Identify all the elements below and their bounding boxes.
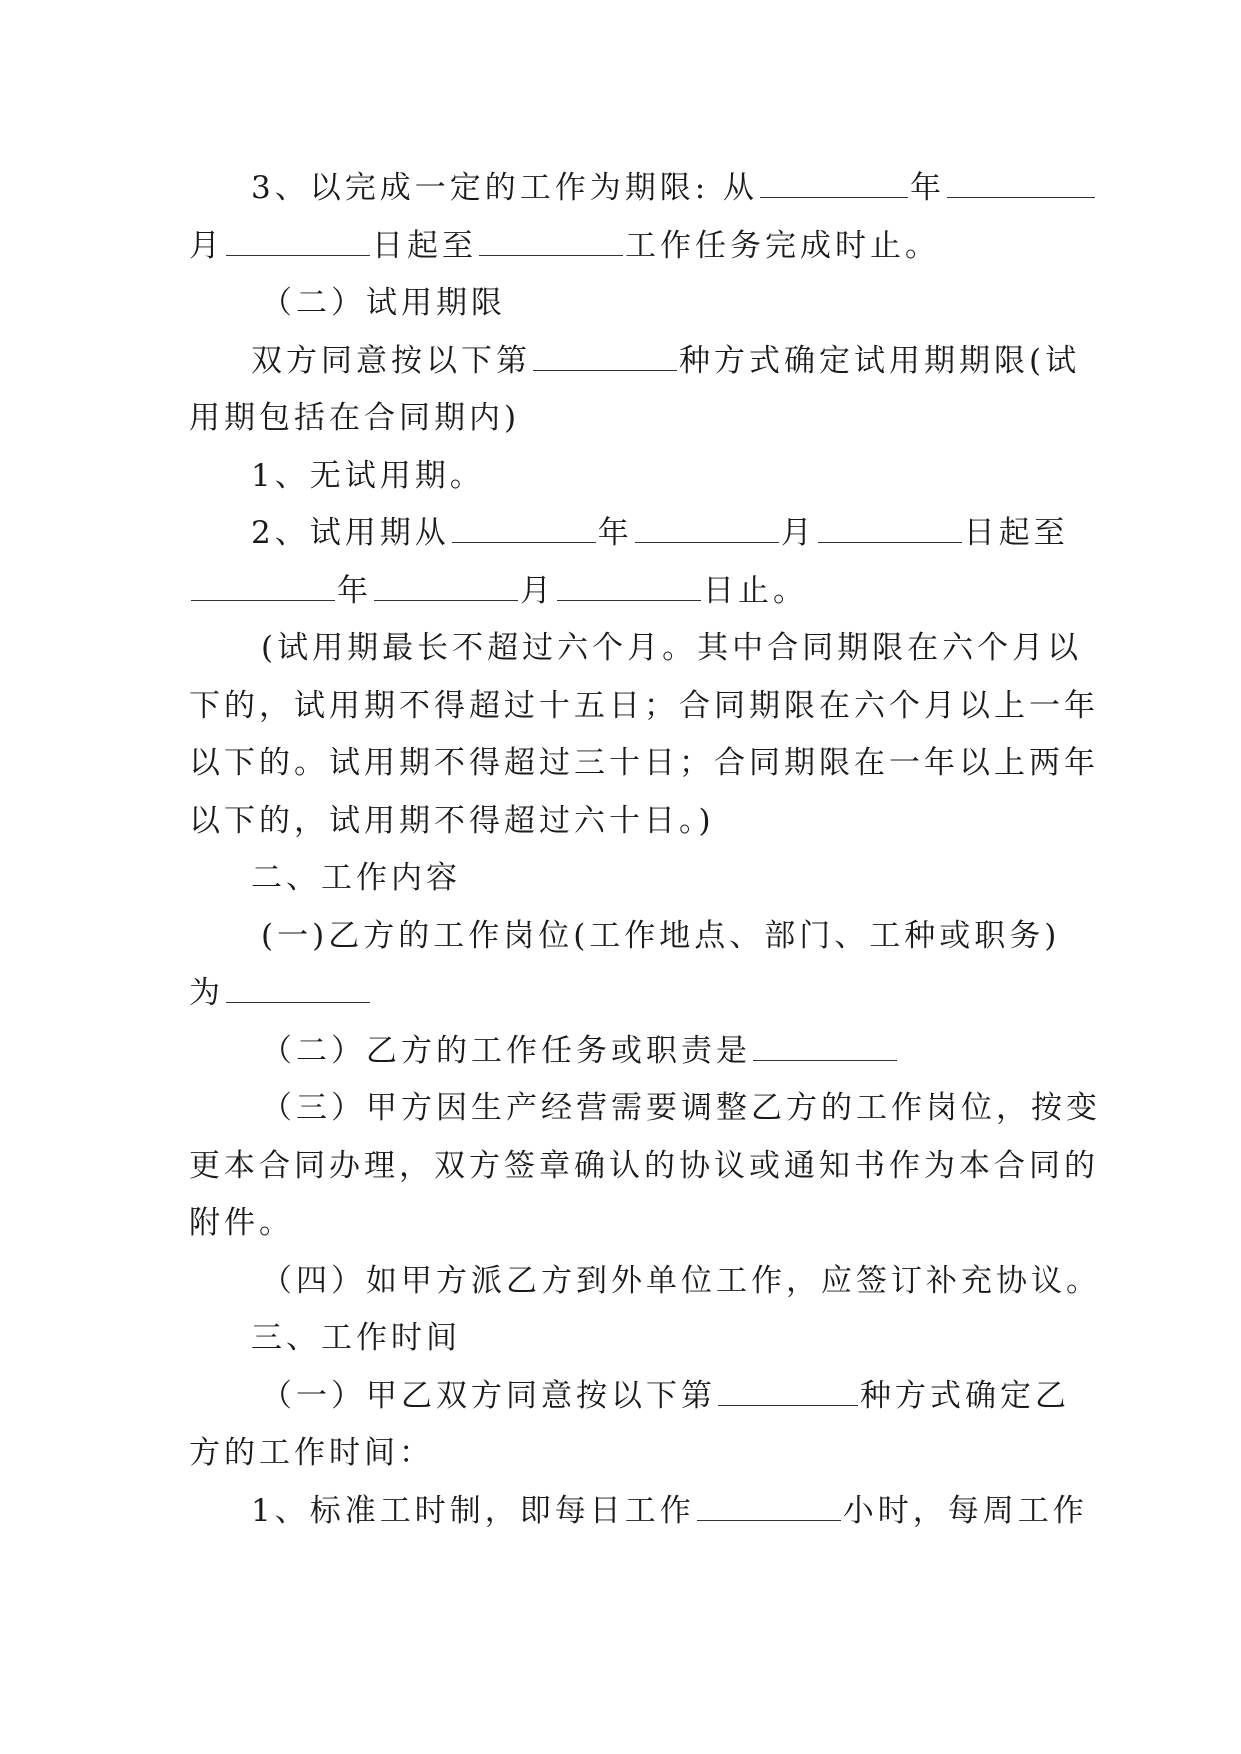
blank-field[interactable] xyxy=(226,972,370,1003)
paragraph-line xyxy=(189,333,1081,391)
text: （一）甲乙双方同意按以下第 xyxy=(261,1377,716,1414)
paragraph-line xyxy=(189,563,1055,621)
section-heading-work-time: 三、工作时间 xyxy=(251,1320,461,1356)
text: 年 xyxy=(910,170,946,206)
text: 3、以完成一定的工作为期限: 从 xyxy=(251,170,759,206)
section-heading-work-content: 二、工作内容 xyxy=(251,860,461,896)
blank-field[interactable] xyxy=(226,225,370,256)
text: 年 xyxy=(337,572,372,609)
paragraph-line xyxy=(189,1368,1070,1426)
blank-field[interactable] xyxy=(533,340,677,371)
blank-field[interactable] xyxy=(697,1490,841,1521)
blank-field[interactable] xyxy=(557,570,701,601)
paragraph-line: 以下的，试用期不得超过六十日。) xyxy=(189,802,715,839)
text: 月 xyxy=(780,515,816,551)
blank-field[interactable] xyxy=(718,1375,858,1406)
paragraph-line xyxy=(189,1483,1088,1541)
paragraph-line xyxy=(189,505,1069,563)
text: 年 xyxy=(597,515,633,551)
document-page xyxy=(189,160,1101,1540)
paragraph-line: 用期包括在合同期内) xyxy=(189,400,521,436)
clause-term-task-line xyxy=(189,160,1055,218)
text: 2、试用期从 xyxy=(251,515,450,551)
paragraph-line: 附件。 xyxy=(189,1205,294,1241)
paragraph-line: （三）甲方因生产经营需要调整乙方的工作岗位，按变 xyxy=(261,1090,1101,1126)
text: 月 xyxy=(520,572,555,609)
paragraph-line: 更本合同办理，双方签章确认的协议或通知书作为本合同的 xyxy=(189,1147,1099,1184)
text: 日起至 xyxy=(963,515,1069,551)
blank-field[interactable] xyxy=(635,512,779,543)
text: 工作任务完成时止。 xyxy=(625,227,940,264)
paragraph-line xyxy=(189,965,1055,1023)
blank-field[interactable] xyxy=(479,225,623,256)
blank-field[interactable] xyxy=(818,512,962,543)
text: 1、标准工时制，即每日工作 xyxy=(251,1492,695,1529)
text: 种方式确定乙 xyxy=(860,1377,1070,1414)
paragraph-line xyxy=(189,1023,1055,1081)
text: （二）乙方的工作任务或职责是 xyxy=(261,1032,751,1069)
text: 日止。 xyxy=(703,572,808,609)
paragraph-line: 以下的。试用期不得超过三十日；合同期限在一年以上两年 xyxy=(189,745,1099,781)
blank-field[interactable] xyxy=(191,570,335,601)
text: 双方同意按以下第 xyxy=(251,342,531,379)
text: 种方式确定试用期期限(试 xyxy=(679,342,1081,379)
text: 小时，每周工作 xyxy=(842,1492,1088,1529)
paragraph-line: 方的工作时间： xyxy=(189,1435,434,1471)
text: 为 xyxy=(189,975,224,1011)
paragraph-line: 下的，试用期不得超过十五日；合同期限在六个月以上一年 xyxy=(189,687,1099,724)
blank-field[interactable] xyxy=(452,512,596,543)
blank-field[interactable] xyxy=(374,570,518,601)
paragraph-line: (试用期最长不超过六个月。其中合同期限在六个月以 xyxy=(261,630,1083,666)
paragraph-line: 1、无试用期。 xyxy=(251,457,485,494)
blank-field[interactable] xyxy=(760,167,908,198)
paragraph-line: (一)乙方的工作岗位(工作地点、部门、工种或职务) xyxy=(261,917,1061,954)
text: 日起至 xyxy=(372,227,477,264)
text: 月 xyxy=(189,227,224,264)
blank-field[interactable] xyxy=(753,1030,897,1061)
section-heading-probation: （二）试用期限 xyxy=(261,285,506,321)
blank-field[interactable] xyxy=(947,167,1095,198)
paragraph-line: （四）如甲方派乙方到外单位工作，应签订补充协议。 xyxy=(261,1262,1101,1299)
clause-term-task-line-2 xyxy=(189,218,1055,276)
